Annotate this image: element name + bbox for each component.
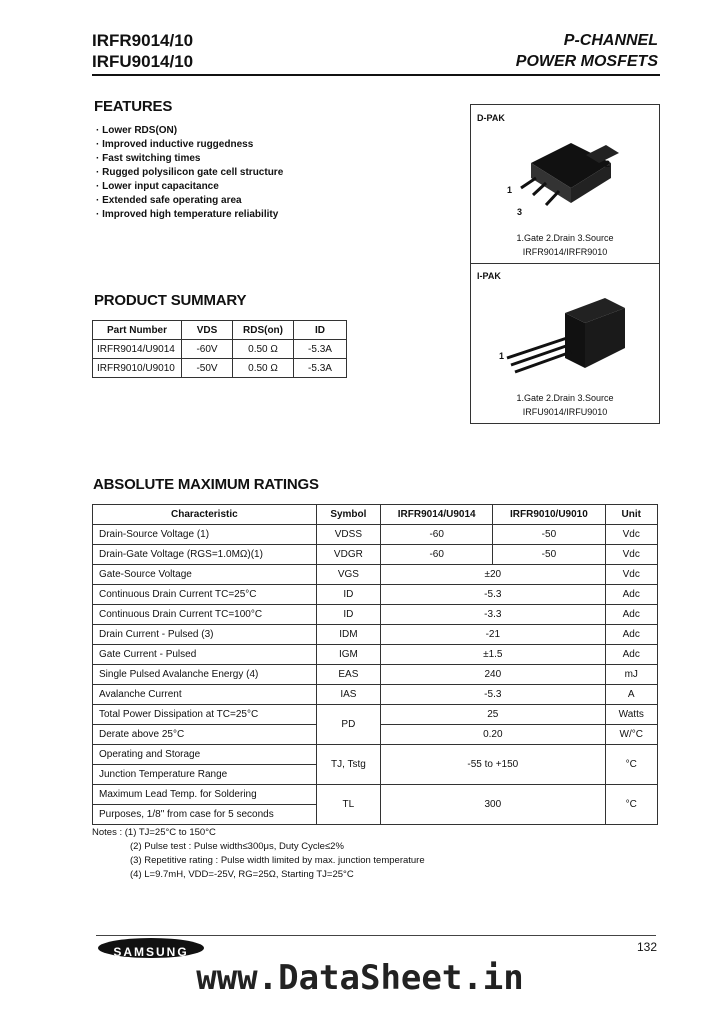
- device-type-line2: POWER MOSFETS: [515, 53, 658, 70]
- amr-title: ABSOLUTE MAXIMUM RATINGS: [93, 476, 319, 493]
- note-3: (3) Repetitive rating : Pulse width limited by max. junction temperature: [130, 855, 425, 866]
- col-characteristic: Characteristic: [93, 505, 317, 525]
- dpak-pin2-label: 2: [605, 159, 611, 169]
- dpak-pin3-label: 3: [517, 207, 523, 217]
- part-number-header: [92, 30, 193, 72]
- product-summary-table: [92, 320, 347, 378]
- ipak-pin1-label: 1: [499, 351, 505, 361]
- table-row: [93, 565, 658, 585]
- table-row: [93, 605, 658, 625]
- cell: 240: [381, 665, 605, 685]
- package-diagrams: [470, 104, 660, 424]
- cell: Vdc: [605, 525, 658, 545]
- cell: Derate above 25°C: [93, 725, 317, 745]
- feature-item: · Improved inductive ruggedness: [96, 138, 283, 152]
- feature-item: · Lower RDS(ON): [96, 124, 283, 138]
- cell: 0.50 Ω: [233, 359, 294, 378]
- feature-item: · Improved high temperature reliability: [96, 208, 283, 222]
- cell: ID: [316, 605, 380, 625]
- cell: 0.50 Ω: [233, 340, 294, 359]
- cell: VDGR: [316, 545, 380, 565]
- col-id: ID: [294, 321, 347, 340]
- col-part-number: Part Number: [93, 321, 182, 340]
- cell: Gate-Source Voltage: [93, 565, 317, 585]
- cell: -60: [381, 525, 493, 545]
- feature-item: · Rugged polysilicon gate cell structure: [96, 166, 283, 180]
- feature-item: · Lower input capacitance: [96, 180, 283, 194]
- part-number-line1: IRFR9014/10: [92, 31, 194, 50]
- table-row: [93, 745, 658, 765]
- cell: Drain Current - Pulsed (3): [93, 625, 317, 645]
- part-number-line2: IRFU9014/10: [92, 52, 194, 71]
- table-header-row: [93, 505, 658, 525]
- features-list: [96, 124, 283, 222]
- cell: Vdc: [605, 565, 658, 585]
- cell: Adc: [605, 625, 658, 645]
- cell: Vdc: [605, 545, 658, 565]
- col-symbol: Symbol: [316, 505, 380, 525]
- table-row: [93, 545, 658, 565]
- cell: -50: [493, 545, 605, 565]
- col-unit: Unit: [605, 505, 658, 525]
- cell: ±1.5: [381, 645, 605, 665]
- cell: 300: [381, 785, 605, 825]
- amr-table: [92, 504, 658, 825]
- table-row: [93, 625, 658, 645]
- cell: -5.3A: [294, 340, 347, 359]
- table-row: [93, 645, 658, 665]
- cell: Junction Temperature Range: [93, 765, 317, 785]
- cell: -50: [493, 525, 605, 545]
- logo-text: SAMSUNG: [113, 945, 189, 958]
- cell: -60V: [182, 340, 233, 359]
- device-type-header: [516, 30, 658, 72]
- cell: IAS: [316, 685, 380, 705]
- table-row: [93, 785, 658, 805]
- cell: -21: [381, 625, 605, 645]
- feature-item: · Fast switching times: [96, 152, 283, 166]
- cell: TL: [316, 785, 380, 825]
- cell: Continuous Drain Current TC=100°C: [93, 605, 317, 625]
- cell: IDM: [316, 625, 380, 645]
- cell: Watts: [605, 705, 658, 725]
- note-4: (4) L=9.7mH, VDD=-25V, RG=25Ω, Starting TJ=25°C: [130, 869, 354, 880]
- cell: -5.3: [381, 685, 605, 705]
- device-type-line1: P-CHANNEL: [563, 32, 658, 49]
- samsung-logo: [98, 938, 204, 958]
- cell: Drain-Gate Voltage (RGS=1.0MΩ)(1): [93, 545, 317, 565]
- col-vds: VDS: [182, 321, 233, 340]
- cell: °C: [605, 745, 658, 785]
- col-irfr9010: IRFR9010/U9010: [493, 505, 605, 525]
- ipak-parts: IRFU9014/IRFU9010: [522, 407, 608, 417]
- cell: -55 to +150: [381, 745, 605, 785]
- notes-label: Notes :: [92, 827, 123, 838]
- note-2: (2) Pulse test : Pulse width≤300μs, Duty Cycle≤2%: [130, 841, 344, 852]
- ipak-label: I-PAK: [477, 271, 501, 281]
- cell: VDSS: [316, 525, 380, 545]
- cell: -3.3: [381, 605, 605, 625]
- table-row: [93, 665, 658, 685]
- package-divider: [471, 263, 659, 264]
- cell: Avalanche Current: [93, 685, 317, 705]
- dpak-parts: IRFR9014/IRFR9010: [522, 247, 608, 257]
- dpak-pin1-label: 1: [507, 185, 513, 195]
- dpak-label: D-PAK: [477, 113, 505, 123]
- ipak-package-icon: [495, 293, 645, 383]
- cell: A: [605, 685, 658, 705]
- dpak-pinout: 1.Gate 2.Drain 3.Source: [516, 233, 614, 243]
- ipak-pinout: 1.Gate 2.Drain 3.Source: [516, 393, 614, 403]
- cell: Operating and Storage: [93, 745, 317, 765]
- note-1: (1) TJ=25°C to 150°C: [124, 827, 216, 838]
- col-irfr9014: IRFR9014/U9014: [381, 505, 493, 525]
- cell: ID: [316, 585, 380, 605]
- cell: Adc: [605, 605, 658, 625]
- header-rule: [92, 74, 660, 76]
- cell: IRFR9010/U9010: [93, 359, 182, 378]
- table-row: [93, 340, 347, 359]
- col-rds: RDS(on): [233, 321, 294, 340]
- cell: -60: [381, 545, 493, 565]
- cell: ±20: [381, 565, 605, 585]
- cell: W/°C: [605, 725, 658, 745]
- table-row: [93, 585, 658, 605]
- cell: -50V: [182, 359, 233, 378]
- product-summary-title: PRODUCT SUMMARY: [94, 292, 247, 309]
- cell: EAS: [316, 665, 380, 685]
- table-row: [93, 685, 658, 705]
- cell: Purposes, 1/8" from case for 5 seconds: [93, 805, 317, 825]
- feature-item: · Extended safe operating area: [96, 194, 283, 208]
- cell: 25: [381, 705, 605, 725]
- cell: Total Power Dissipation at TC=25°C: [93, 705, 317, 725]
- footer-rule: [96, 935, 656, 936]
- cell: -5.3: [381, 585, 605, 605]
- cell: Maximum Lead Temp. for Soldering: [93, 785, 317, 805]
- cell: Continuous Drain Current TC=25°C: [93, 585, 317, 605]
- cell: PD: [316, 705, 380, 745]
- cell: -5.3A: [294, 359, 347, 378]
- cell: Adc: [605, 585, 658, 605]
- features-title: FEATURES: [94, 98, 173, 115]
- cell: TJ, Tstg: [316, 745, 380, 785]
- cell: VGS: [316, 565, 380, 585]
- notes: [92, 826, 425, 882]
- cell: °C: [605, 785, 658, 825]
- table-row: [93, 359, 347, 378]
- cell: Adc: [605, 645, 658, 665]
- cell: Drain-Source Voltage (1): [93, 525, 317, 545]
- cell: IRFR9014/U9014: [93, 340, 182, 359]
- table-row: [93, 525, 658, 545]
- cell: Single Pulsed Avalanche Energy (4): [93, 665, 317, 685]
- cell: mJ: [605, 665, 658, 685]
- watermark: www.DataSheet.in: [196, 958, 524, 998]
- cell: IGM: [316, 645, 380, 665]
- table-header-row: [93, 321, 347, 340]
- table-row: [93, 705, 658, 725]
- page-number: 132: [636, 940, 657, 954]
- cell: 0.20: [381, 725, 605, 745]
- cell: Gate Current - Pulsed: [93, 645, 317, 665]
